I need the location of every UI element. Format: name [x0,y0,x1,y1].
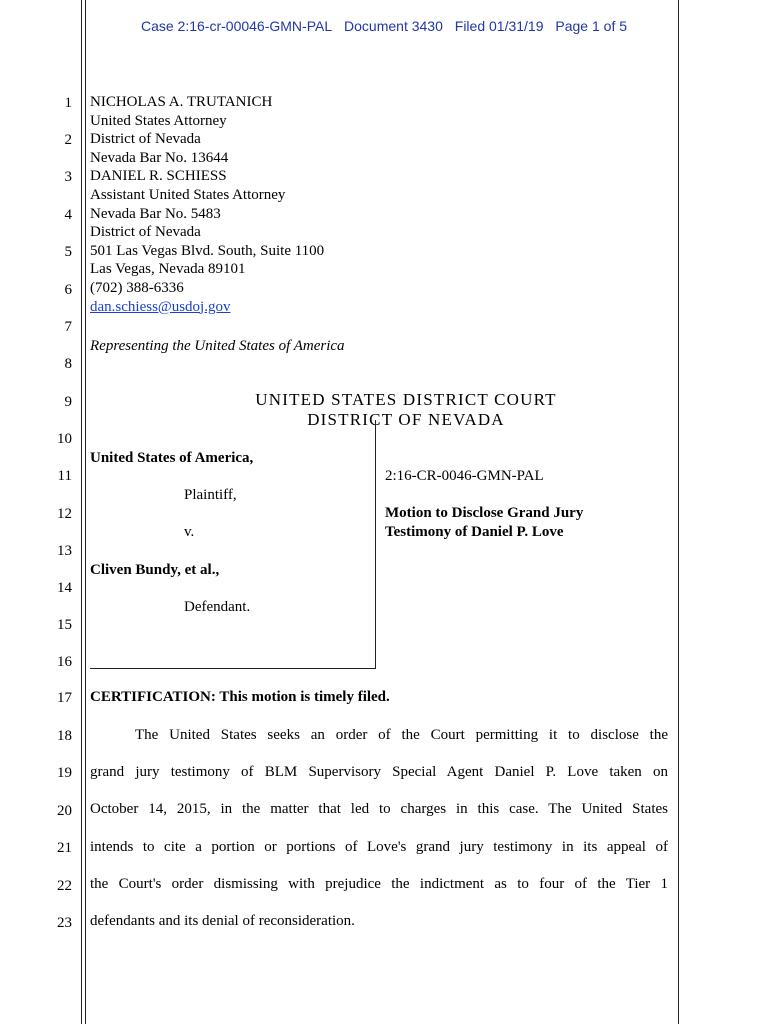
versus-label: v. [184,524,195,540]
page-count-header: Page 1 of 5 [555,18,628,34]
body-text-line: defendants and its denial of reconsideration. [90,913,355,929]
line-number: 9 [64,394,72,410]
line-number: 21 [57,840,72,856]
document-number-header: Document 3430 [344,18,443,34]
defendant-name: Cliven Bundy, et al., [90,562,220,578]
line-number: 13 [57,543,72,559]
line-number: 2 [64,132,72,148]
line-number: 5 [64,244,72,260]
line-number: 1 [64,95,72,111]
motion-title-line-1: Motion to Disclose Grand Jury [385,505,584,521]
line-number: 4 [64,207,72,223]
filed-date-header: Filed 01/31/19 [454,18,544,34]
line-number: 16 [57,654,72,670]
attorney-bar-number: Nevada Bar No. 13644 [90,149,229,166]
plaintiff-name: United States of America, [90,450,254,466]
email-link[interactable]: dan.schiess@usdoj.gov [90,298,231,315]
representing-line: Representing the United States of America [90,338,345,354]
motion-title-line-2: Testimony of Daniel P. Love [385,524,564,540]
body-text-line: intends to cite a portion or portions of Love's grand jury testimony in its appeal of [90,839,668,855]
court-district: DISTRICT OF NEVADA [307,410,505,429]
line-number: 12 [57,506,72,522]
attorney-title: United States Attorney [90,112,227,129]
assistant-district: District of Nevada [90,224,201,241]
line-number: 6 [64,282,72,298]
assistant-name: DANIEL R. SCHIESS [90,168,227,185]
line-number: 23 [57,915,72,931]
body-text-line: The United States seeks an order of the Court permitting it to disclose the [135,727,668,743]
court-name: UNITED STATES DISTRICT COURT [255,390,557,409]
line-number: 18 [57,728,72,744]
left-margin-rule-inner [85,0,86,1024]
office-address: 501 Las Vegas Blvd. South, Suite 1100 [90,242,325,259]
line-number: 11 [57,468,72,484]
line-number: 15 [57,617,72,633]
line-number: 8 [64,356,72,372]
line-number: 22 [57,878,72,894]
line-number: 10 [57,431,72,447]
assistant-title: Assistant United States Attorney [90,186,286,203]
office-city: Las Vegas, Nevada 89101 [90,261,246,278]
body-text-line: October 14, 2015, in the matter that led to charges in this case. The United States [90,801,668,817]
attorney-district: District of Nevada [90,131,201,148]
office-phone: (702) 388-6336 [90,279,184,296]
line-number: 14 [57,580,72,596]
attorney-block [90,93,324,316]
line-number: 3 [64,169,72,185]
attorney-name: NICHOLAS A. TRUTANICH [90,94,273,110]
certification-line: CERTIFICATION: This motion is timely filed. [90,689,390,705]
right-margin-rule [678,0,679,1024]
line-number: 17 [57,690,72,706]
line-number: 20 [57,803,72,819]
line-number: 19 [57,765,72,781]
plaintiff-role: Plaintiff, [184,487,237,503]
case-number-header: Case 2:16-cr-00046-GMN-PAL [140,18,333,34]
body-text-line: grand jury testimony of BLM Supervisory Special Agent Daniel P. Love taken on [90,764,668,780]
assistant-bar-number: Nevada Bar No. 5483 [90,205,221,222]
body-text-line: the Court's order dismissing with prejudice the indictment as to four of the Tier 1 [90,876,668,892]
line-number: 7 [64,319,72,335]
filing-header [90,18,678,34]
case-number: 2:16-CR-0046-GMN-PAL [385,468,544,484]
left-margin-rule-outer [81,0,82,1024]
defendant-role: Defendant. [184,599,251,615]
